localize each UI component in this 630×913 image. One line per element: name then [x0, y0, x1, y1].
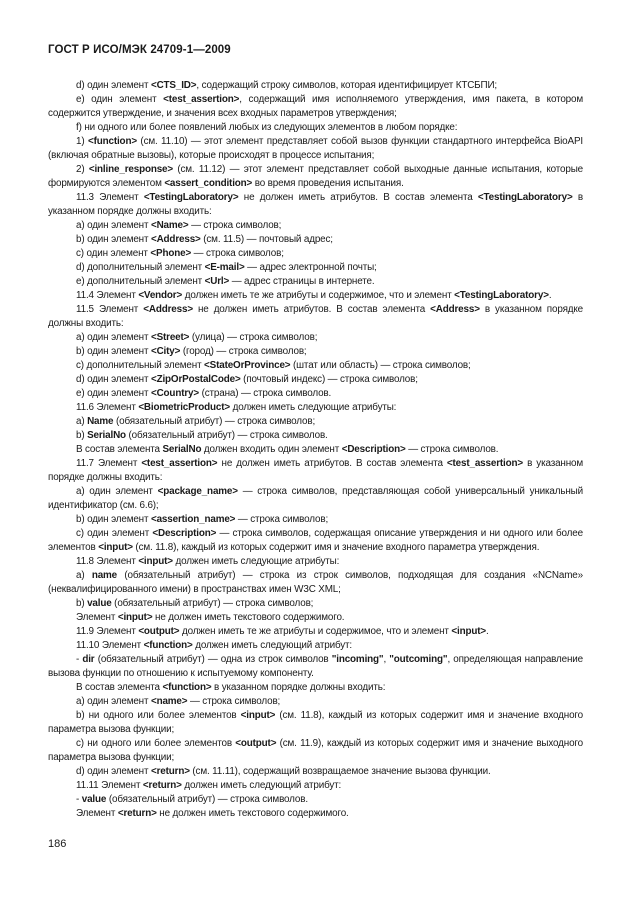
text-run: (см. 11.10) — этот элемент представляет собой вызов функции стандартного интерфейса BioAPI (включая обратные вызовы), которые происходят в процессе испытания;	[48, 136, 583, 161]
paragraph	[48, 135, 583, 163]
bold-term: <Address>	[143, 304, 193, 315]
bold-term: <Phone>	[150, 248, 192, 259]
bold-term: <input>	[138, 556, 173, 567]
paragraph	[48, 219, 583, 233]
text-run: в указанном порядке должны входить:	[48, 192, 583, 217]
text-run: — строка символов;	[191, 248, 284, 259]
text-run: , содержащий строку символов, которая идентифицирует КТСБПИ;	[196, 80, 498, 91]
bold-term: "outcoming"	[389, 654, 448, 665]
text-run: 11.5 Элемент	[76, 304, 144, 315]
text-run: (штат или область) — строка символов;	[290, 360, 471, 371]
paragraph	[48, 611, 583, 625]
text-run: a) один элемент	[76, 486, 158, 497]
bold-term: SerialNo	[87, 430, 126, 441]
text-run: не должен иметь атрибутов. В состав элемента	[217, 458, 447, 469]
bold-term: dir	[82, 654, 95, 665]
text-run: c) ни одного или более элементов	[76, 738, 236, 749]
text-run: (обязательный атрибут) — строка символов;	[111, 598, 314, 609]
bold-term: <function>	[87, 136, 137, 147]
text-run: e) один элемент	[76, 94, 164, 105]
text-run: b)	[76, 598, 88, 609]
text-run: , содержащий имя исполняемого утверждения, имя пакета, в котором содержится утверждение, и значения всех входных параметров утверждения;	[48, 94, 583, 119]
text-run: — строка символов, содержащая описание утверждения и ни одного или более элементов	[48, 528, 583, 553]
bold-term: <test_assertion>	[163, 94, 240, 105]
text-run: d) один элемент	[76, 374, 151, 385]
paragraph	[48, 415, 583, 429]
text-run: Элемент	[76, 808, 118, 819]
bold-term: <Country>	[150, 388, 199, 399]
bold-term: value	[87, 598, 112, 609]
bold-term: <TestingLaboratory>	[143, 192, 239, 203]
text-run: 11.10 Элемент	[76, 640, 144, 651]
text-run: a) один элемент	[76, 696, 151, 707]
bold-term: <Name>	[150, 220, 189, 231]
text-run: d) дополнительный элемент	[76, 262, 205, 273]
text-run: (обязательный атрибут) — строка из строк символов, подходящая для создания «NCName» (неквалифицированного имени) в пространствах имен W3C XML;	[48, 570, 583, 595]
paragraph	[48, 93, 583, 121]
paragraph	[48, 709, 583, 737]
text-run: (обязательный атрибут) — строка символов.	[106, 794, 308, 805]
paragraph	[48, 121, 583, 135]
text-run: -	[76, 654, 83, 665]
bold-term: <return>	[117, 808, 157, 819]
paragraph	[48, 513, 583, 527]
bold-term: Name	[87, 416, 114, 427]
text-run: , определяющая направление вызова функции по отношению к испытуемому компоненту.	[48, 654, 583, 679]
text-run: 11.3 Элемент	[76, 192, 144, 203]
bold-term: "incoming"	[331, 654, 384, 665]
text-run: (см. 11.9), каждый из которых содержит имя и значение выходного параметра вызова функции;	[48, 738, 583, 763]
paragraph	[48, 681, 583, 695]
paragraph	[48, 303, 583, 331]
text-run: В состав элемента	[76, 444, 163, 455]
paragraph	[48, 275, 583, 289]
text-run: b) один элемент	[76, 346, 151, 357]
text-run: (см. 11.12) — этот элемент представляет собой выходные данные испытания, которые формируются элементом	[48, 164, 583, 189]
text-run: В состав элемента	[76, 682, 163, 693]
paragraph	[48, 359, 583, 373]
document-header: ГОСТ Р ИСО/МЭК 24709-1—2009	[48, 44, 231, 56]
bold-term: <package_name>	[157, 486, 238, 497]
bold-term: <Address>	[430, 304, 480, 315]
text-run: (обязательный атрибут) — строка символов.	[125, 430, 328, 441]
bold-term: value	[81, 794, 107, 805]
text-run: должен иметь следующие атрибуты:	[172, 556, 340, 567]
bold-term: <name>	[150, 696, 188, 707]
bold-term: <Description>	[152, 528, 217, 539]
bold-term: <Vendor>	[138, 290, 183, 301]
text-run: не должен иметь текстового содержимого.	[152, 612, 345, 623]
text-run: e) дополнительный элемент	[76, 276, 205, 287]
paragraph	[48, 779, 583, 793]
bold-term: <input>	[240, 710, 276, 721]
text-run: 1)	[76, 136, 88, 147]
text-run: — адрес электронной почты;	[244, 262, 377, 273]
paragraph	[48, 527, 583, 555]
text-run: d) один элемент	[76, 766, 151, 777]
text-run: a) один элемент	[76, 220, 151, 231]
paragraph	[48, 765, 583, 779]
text-run: b) один элемент	[76, 234, 151, 245]
paragraph	[48, 555, 583, 569]
paragraph	[48, 457, 583, 485]
paragraph	[48, 793, 583, 807]
bold-term: <output>	[138, 626, 180, 637]
text-run: должен иметь следующие атрибуты:	[230, 402, 397, 413]
text-run: (страна) — строка символов.	[199, 388, 332, 399]
text-run: — строка символов;	[188, 220, 282, 231]
bold-term: <test_assertion>	[141, 458, 218, 469]
text-run: 11.6 Элемент	[76, 402, 139, 413]
text-run: (почтовый индекс) — строка символов;	[240, 374, 418, 385]
bold-term: <BiometricProduct>	[138, 402, 230, 413]
bold-term: <output>	[235, 738, 277, 749]
paragraph	[48, 485, 583, 513]
bold-term: <ZipOrPostalCode>	[150, 374, 241, 385]
paragraph	[48, 429, 583, 443]
paragraph	[48, 597, 583, 611]
text-run: должен иметь те же атрибуты и содержимое, что и элемент	[182, 290, 455, 301]
paragraph	[48, 233, 583, 247]
text-run: d) один элемент	[76, 80, 151, 91]
paragraph	[48, 79, 583, 93]
paragraph	[48, 191, 583, 219]
text-run: Элемент	[76, 612, 118, 623]
bold-term: <input>	[98, 542, 133, 553]
text-run: .	[548, 290, 552, 301]
bold-term: <input>	[117, 612, 153, 623]
paragraph	[48, 289, 583, 303]
bold-term: <assert_condition>	[164, 178, 253, 189]
paragraph	[48, 331, 583, 345]
bold-term: <E-mail>	[204, 262, 245, 273]
paragraph	[48, 387, 583, 401]
paragraph	[48, 653, 583, 681]
text-run: во время проведения испытания.	[252, 178, 404, 189]
text-run: — строка символов;	[235, 514, 329, 525]
text-run: — адрес страницы в интернете.	[229, 276, 375, 287]
bold-term: <TestingLaboratory>	[477, 192, 573, 203]
text-run: 2)	[76, 164, 89, 175]
paragraph	[48, 247, 583, 261]
text-run: 11.4 Элемент	[76, 290, 139, 301]
text-run: не должен иметь атрибутов. В состав элемента	[192, 304, 431, 315]
bold-term: <StateOrProvince>	[204, 360, 291, 371]
text-run: c) один элемент	[76, 248, 151, 259]
text-run: c) один элемент	[76, 528, 153, 539]
text-run: 11.11 Элемент	[76, 780, 143, 791]
text-run: (улица) — строка символов;	[189, 332, 318, 343]
text-run: 11.9 Элемент	[76, 626, 139, 637]
paragraph	[48, 625, 583, 639]
text-run: b) один элемент	[76, 514, 151, 525]
bold-term: name	[91, 570, 118, 581]
text-run: .	[486, 626, 489, 637]
bold-term: <function>	[162, 682, 212, 693]
text-run: a)	[76, 570, 92, 581]
text-run: f) ни одного или более появлений любых из следующих элементов в любом порядке:	[76, 122, 458, 133]
paragraph	[48, 695, 583, 709]
text-run: (см. 11.5) — почтовый адрес;	[200, 234, 333, 245]
bold-term: <TestingLaboratory>	[454, 290, 549, 301]
text-run: в указанном порядке должны входить:	[211, 682, 386, 693]
bold-term: <Description>	[341, 444, 406, 455]
paragraph	[48, 639, 583, 653]
text-run: в указанном порядке должны входить:	[48, 458, 584, 483]
paragraph	[48, 261, 583, 275]
bold-term: <Street>	[150, 332, 190, 343]
text-run: — строка символов;	[187, 696, 281, 707]
bold-term: <input>	[451, 626, 487, 637]
text-run: -	[76, 794, 82, 805]
text-run: не должен иметь атрибутов. В состав элемента	[238, 192, 478, 203]
paragraph	[48, 345, 583, 359]
text-run: b) ни одного или более элементов	[76, 710, 241, 721]
text-run: e) один элемент	[76, 388, 151, 399]
text-run: 11.8 Элемент	[76, 556, 139, 567]
text-run: — строка символов.	[405, 444, 499, 455]
bold-term: <test_assertion>	[446, 458, 524, 469]
text-run: (обязательный атрибут) — одна из строк символов	[94, 654, 332, 665]
text-run: должен иметь следующий атрибут:	[181, 780, 342, 791]
text-run: a)	[76, 416, 88, 427]
text-run: должен входить один элемент	[201, 444, 342, 455]
text-run: (город) — строка символов;	[180, 346, 307, 357]
text-run: (обязательный атрибут) — строка символов;	[113, 416, 316, 427]
text-run: в указанном порядке должны входить:	[48, 304, 584, 329]
bold-term: <assertion_name>	[150, 514, 236, 525]
text-run: должен иметь следующий атрибут:	[192, 640, 352, 651]
bold-term: SerialNo	[162, 444, 202, 455]
bold-term: <CTS_ID>	[150, 80, 197, 91]
text-run: 11.7 Элемент	[76, 458, 142, 469]
text-run: (см. 11.8), каждый из которых содержит имя и значение входного параметра утверждения.	[132, 542, 540, 553]
text-run: c) дополнительный элемент	[76, 360, 205, 371]
text-run: (см. 11.8), каждый из которых содержит имя и значение входного параметра вызова функции;	[48, 710, 583, 735]
document-body	[48, 79, 583, 821]
paragraph	[48, 807, 583, 821]
text-run: — строка символов, представляющая собой универсальный уникальный идентификатор (см. 6.6);	[48, 486, 584, 511]
text-run: b)	[76, 430, 88, 441]
bold-term: <Address>	[150, 234, 201, 245]
text-run: (см. 11.11), содержащий возвращаемое значение вызова функции.	[189, 766, 491, 777]
bold-term: <function>	[143, 640, 193, 651]
bold-term: <inline_response>	[88, 164, 174, 175]
bold-term: <return>	[150, 766, 190, 777]
text-run: ,	[383, 654, 390, 665]
text-run: должен иметь те же атрибуты и содержимое, что и элемент	[179, 626, 452, 637]
bold-term: <return>	[142, 780, 182, 791]
paragraph	[48, 737, 583, 765]
paragraph	[48, 401, 583, 415]
paragraph	[48, 163, 583, 191]
bold-term: <Url>	[204, 276, 230, 287]
text-run: a) один элемент	[76, 332, 151, 343]
paragraph	[48, 373, 583, 387]
bold-term: <City>	[150, 346, 181, 357]
paragraph	[48, 443, 583, 457]
page-number: 186	[48, 838, 67, 850]
text-run: не должен иметь текстового содержимого.	[156, 808, 349, 819]
paragraph	[48, 569, 583, 597]
